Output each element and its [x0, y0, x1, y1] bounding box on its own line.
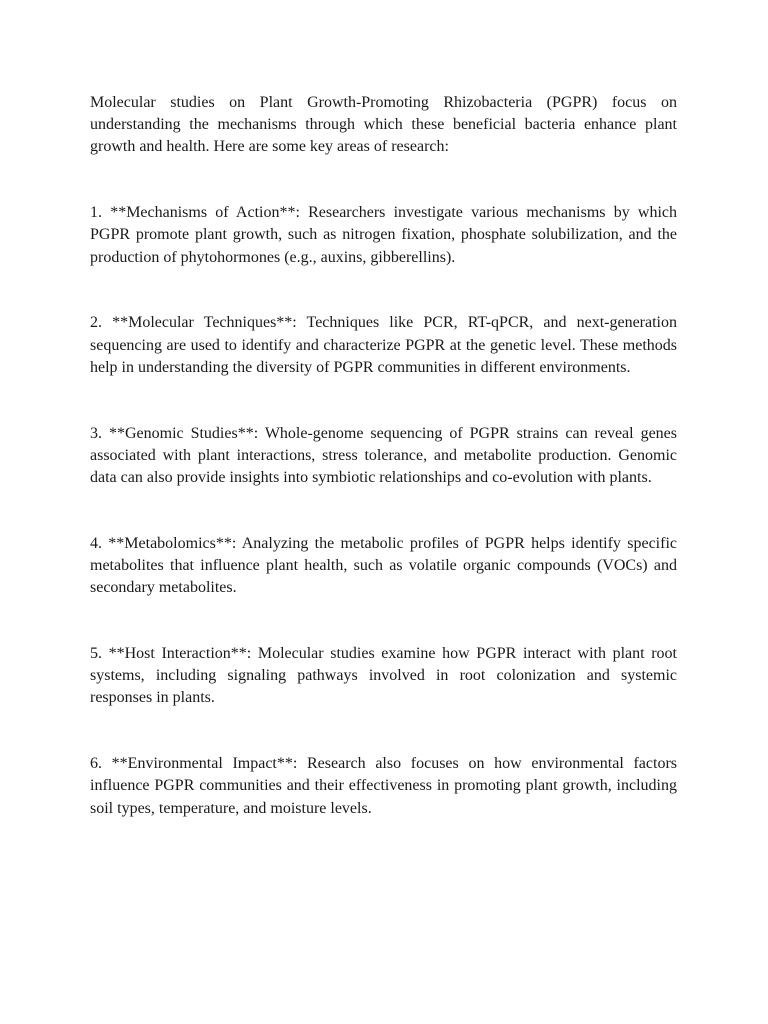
paragraph-genomic-studies: 3. **Genomic Studies**: Whole-genome sequencing of PGPR strains can reveal genes associated with plant interactions, stress tolerance, and metabolite production. Genomic data can also provide insights into symbiotic relationships and co-evolution with plants.: [90, 424, 677, 487]
intro-paragraph: Molecular studies on Plant Growth-Promoting Rhizobacteria (PGPR) focus on understanding the mechanisms through which these beneficial bacteria enhance plant growth and health. Here are some key areas of research:: [90, 94, 677, 156]
paragraph-mechanisms-of-action: 1. **Mechanisms of Action**: Researchers investigate various mechanisms by which PGPR promote plant growth, such as nitrogen fixation, phosphate solubilization, and the production of phytohormones (e.g., auxins, gibberellins).: [90, 204, 677, 266]
paragraph-environmental-impact: 6. **Environmental Impact**: Research also focuses on how environmental factors influence PGPR communities and their effectiveness in promoting plant growth, including soil types, temperature, and moisture levels.: [90, 755, 677, 817]
paragraph-molecular-techniques: 2. **Molecular Techniques**: Techniques like PCR, RT-qPCR, and next-generation sequencing are used to identify and characterize PGPR at the genetic level. These methods help in understanding the diversity of PGPR communities in different environments.: [90, 314, 677, 376]
paragraph-metabolomics: 4. **Metabolomics**: Analyzing the metabolic profiles of PGPR helps identify specific metabolites that influence plant health, such as volatile organic compounds (VOCs) and secondary metabolites.: [90, 534, 677, 597]
paragraph-host-interaction: 5. **Host Interaction**: Molecular studies examine how PGPR interact with plant root systems, including signaling pathways involved in root colonization and systemic responses in plants.: [90, 645, 677, 707]
document-body: [90, 92, 677, 820]
